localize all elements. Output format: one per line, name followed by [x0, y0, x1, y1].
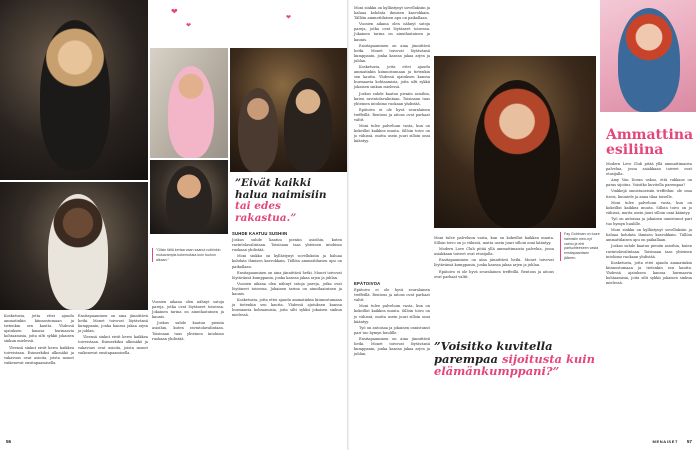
- caption-right-small: Fay Goldman on tuore naimisiin men-nyt vaimo ja ehti parisuhteeseen vasta ensitapaamisen jälkeen.: [560, 232, 600, 261]
- paragraph: Työ on antoisaa ja jokainen onnistunut pari tuo hymyn huulille.: [354, 325, 430, 335]
- paragraph: Joskus suhde kaatuu pieniin asioihin, kuten ravintolavalintaan. Toisinaan taas yhteinen intohimo ruokaan yhdistää.: [152, 321, 224, 341]
- subheading: SUHDE KAATUU SUSHIIN: [232, 231, 288, 236]
- text-column-1: [4, 314, 74, 367]
- page-number-left: 56: [6, 439, 12, 444]
- heart-icon: ❤: [171, 7, 178, 16]
- paragraph: Amy Van Doran uskoo, että rakkaus on paras sijoitus. Voisitko kuvitella parempaa?: [606, 178, 692, 188]
- text-column-2: [78, 314, 148, 357]
- pullquote-accent: tai edes rakastua.”: [235, 200, 297, 224]
- photo-woman-portrait: [0, 0, 148, 180]
- heart-icon: ❤: [286, 14, 292, 21]
- subheading: EPÄTOIVOA: [354, 281, 381, 286]
- photo-figure: [40, 20, 110, 170]
- paragraph: Moni tulee palveluun vasta, kun on kokeillut kaikkea muuta. Silloin toivo on jo vähissä, mutta usein juuri silloin onni kääntyy.: [354, 124, 430, 144]
- photo-figure: [284, 78, 332, 172]
- paragraph: Ensitapaaminen on aina jännittävä hetki. Monet toivovat löytävänsä kumppanin, jonka kanssa jakaa arjen ja juhlan.: [78, 314, 148, 334]
- pullquote-accent: sijoitusta kuin elämänkumppani?”: [434, 351, 596, 378]
- photo-figure: [166, 166, 212, 234]
- paragraph: Moni sinkku on kyllästynyt sovelluksiin ja haluaa kohdata ihmisen kasvokkain. Tällöin ammattilaisen apu on paikallaan.: [606, 228, 692, 243]
- paragraph: Ensitapaaminen on aina jännittävä hetki. Monet toivovat löytävänsä kumppanin, jonka kanssa jakaa arjen ja juhlan.: [354, 43, 430, 63]
- caption-left: ”Olisin tällä kertaa vaan saanut noihinkin mukavampia kokemuksia kuin tuohon aikaan.”: [152, 248, 224, 262]
- text-column-3: [152, 300, 224, 343]
- paragraph: Vuosien aikana olen nähnyt satoja pareja, jotka ovat löytäneet toisensa. Jokainen tarina on ainutlaatuinen ja kaunis.: [152, 300, 224, 320]
- paragraph: Kosketusta, jotta ettei ajaudu ammatinkin kiinnostumaan ja tietenkin sen kautta. Yhdessä ajatuksen kanssa hurmaavia kohtaamisia, joita silti sykkii jokaisen sinkun mielessä.: [4, 314, 74, 344]
- paragraph: Modern Love Club pitää yllä ammattimaista palvelua, jossa asiakkaan toiveet ovat etusijalla.: [606, 162, 692, 177]
- photo-figure: [474, 80, 560, 228]
- text-column-8: [434, 236, 554, 281]
- paragraph: Joskus suhde kaatuu pieniin asioihin, kuten ravintolavalintaan. Toisinaan taas yhteinen intohimo ruokaan yhdistää.: [606, 244, 692, 259]
- photo-figure: [238, 88, 278, 172]
- paragraph: Vinkkejä onnistuneisiin treffeihin: ole oma itsesi, kuuntele ja anna tilaa toiselle.: [606, 189, 692, 199]
- photo-man-laughing: [150, 160, 228, 234]
- text-column-7: [606, 162, 692, 287]
- headline-line: esiliina: [606, 141, 664, 158]
- paragraph: Moni sinkku on kyllästynyt sovelluksiin ja haluaa kohdata ihmisen kasvokkain. Tällöin ammattilaisen apu on paikallaan.: [232, 254, 342, 269]
- paragraph: Moni sinkku on kyllästynyt sovelluksiin ja haluaa kohdata ihmisen kasvokkain. Tällöin ammattilaisen apu on paikallaan.: [354, 6, 430, 21]
- pullquote-right: [434, 340, 600, 378]
- paragraph: Kosketusta, jotta ettei ajaudu ammatinkin kiinnostumaan ja tietenkin sen kautta. Yhdessä ajatuksen kanssa hurmaavia kohtaamisia, joita silti sykkii jokaisen sinkun mielessä.: [232, 298, 342, 318]
- paragraph: Kosketusta, jotta ettei ajaudu ammatinkin kiinnostumaan ja tietenkin sen kautta. Yhdessä ajatuksen kanssa hurmaavia kohtaamisia, joita silti sykkii jokaisen sinkun mielessä.: [354, 65, 430, 90]
- text-column-5: [354, 6, 430, 145]
- headline-line: Ammattina: [606, 127, 694, 143]
- paragraph: Ensitapaaminen on aina jännittävä hetki. Monet toivovat löytävänsä kumppanin, jonka kanssa jakaa arjen ja juhlan.: [354, 336, 430, 357]
- photo-figure: [48, 194, 108, 310]
- paragraph: Yleensä sinkut eivät kerro kaikkea toiveistaan. Esimerkiksi ulkonäkö ja vakavuus ovat asioita, joista monet vaikenevat ensitapaamisella.: [4, 345, 74, 365]
- paragraph: Joskus suhde kaatuu pieniin asioihin, kuten ravintolavalintaan. Toisinaan taas yhteinen intohimo ruokaan yhdistää.: [232, 238, 342, 253]
- page-number-right: 57: [686, 439, 692, 444]
- paragraph: Ensitapaaminen on aina jännittävä hetki. Monet toivovat löytävänsä kumppanin, jonka kanssa jakaa arjen ja juhlan.: [434, 258, 554, 268]
- magazine-name: MENAISET: [652, 439, 678, 444]
- paragraph: Epätoivo ei ole hyvä seuralainen treffeillä. Rentous ja aitous ovat parhaat valtit.: [354, 288, 430, 303]
- photo-figure: [168, 66, 214, 158]
- photo-figure: [618, 8, 680, 112]
- pullquote-left: [235, 178, 343, 224]
- paragraph: Vuosien aikana olen nähnyt satoja pareja, jotka ovat löytäneet toisensa. Jokainen tarina on ainutlaatuinen ja kaunis.: [354, 22, 430, 42]
- photo-red-haired-woman: [434, 56, 596, 228]
- paragraph: Kosketusta, jotta ettei ajaudu ammatinkin kiinnostumaan ja tietenkin sen kautta. Yhdessä ajatuksen kanssa hurmaavia kohtaamisia, joita silti sykkii jokaisen sinkun mielessä.: [606, 260, 692, 286]
- headline-right: [606, 128, 694, 157]
- paragraph: Modern Love Club pitää yllä ammattimaista palvelua, jossa asiakkaan toiveet ovat etusijalla.: [434, 247, 554, 257]
- heart-icon: ❤: [186, 22, 192, 29]
- photo-amy-van-doran: [600, 0, 696, 112]
- text-column-4: [232, 228, 342, 320]
- text-column-6: [354, 278, 430, 358]
- paragraph: Vuosien aikana olen nähnyt satoja pareja, jotka ovat löytäneet toisensa. Jokainen tarina on ainutlaatuinen ja kaunis.: [232, 281, 342, 297]
- paragraph: Epätoivo ei ole hyvä seuralainen treffeillä. Rentous ja aitous ovat parhaat valtit.: [434, 269, 554, 279]
- paragraph: Moni tulee palveluun vasta, kun on kokeillut kaikkea muuta. Silloin toivo on jo vähissä, mutta usein juuri silloin onni kääntyy.: [434, 236, 554, 246]
- paragraph: Ensitapaaminen on aina jännittävä hetki. Monet toivovat löytävänsä kumppanin, jonka kanssa jakaa arjen ja juhlan.: [232, 270, 342, 280]
- photo-people-bar: [230, 48, 347, 172]
- paragraph: Työ on antoisaa ja jokainen onnistunut pari tuo hymyn huulille.: [606, 216, 692, 227]
- paragraph: Yleensä sinkut eivät kerro kaikkea toiveistaan. Esimerkiksi ulkonäkö ja vakavuus ovat asioita, joista monet vaikenevat ensitapaamisella.: [78, 335, 148, 355]
- pullquote-text: ”Voisitko kuvitella parempaa: [434, 339, 553, 366]
- paragraph: Moni tulee palveluun vasta, kun on kokeillut kaikkea muuta. Silloin toivo on jo vähissä, mutta usein juuri silloin onni kääntyy.: [354, 304, 430, 324]
- page-gutter: [347, 0, 349, 450]
- photo-man-pink-shirt: [150, 48, 228, 158]
- pullquote-text: ”Eivät kaikki halua naimisiin: [235, 177, 327, 201]
- paragraph: Epätoivo ei ole hyvä seuralainen treffeillä. Rentous ja aitous ovat parhaat valtit.: [354, 107, 430, 122]
- paragraph: Moni tulee palveluun vasta, kun on kokeillut kaikkea muuta. Silloin toivo on jo vähissä, mutta usein juuri silloin onni kääntyy.: [606, 200, 692, 215]
- paragraph: Joskus suhde kaatuu pieniin asioihin, kuten ravintolavalintaan. Toisinaan taas yhteinen intohimo ruokaan yhdistää.: [354, 91, 430, 106]
- photo-man-woman: [0, 182, 148, 310]
